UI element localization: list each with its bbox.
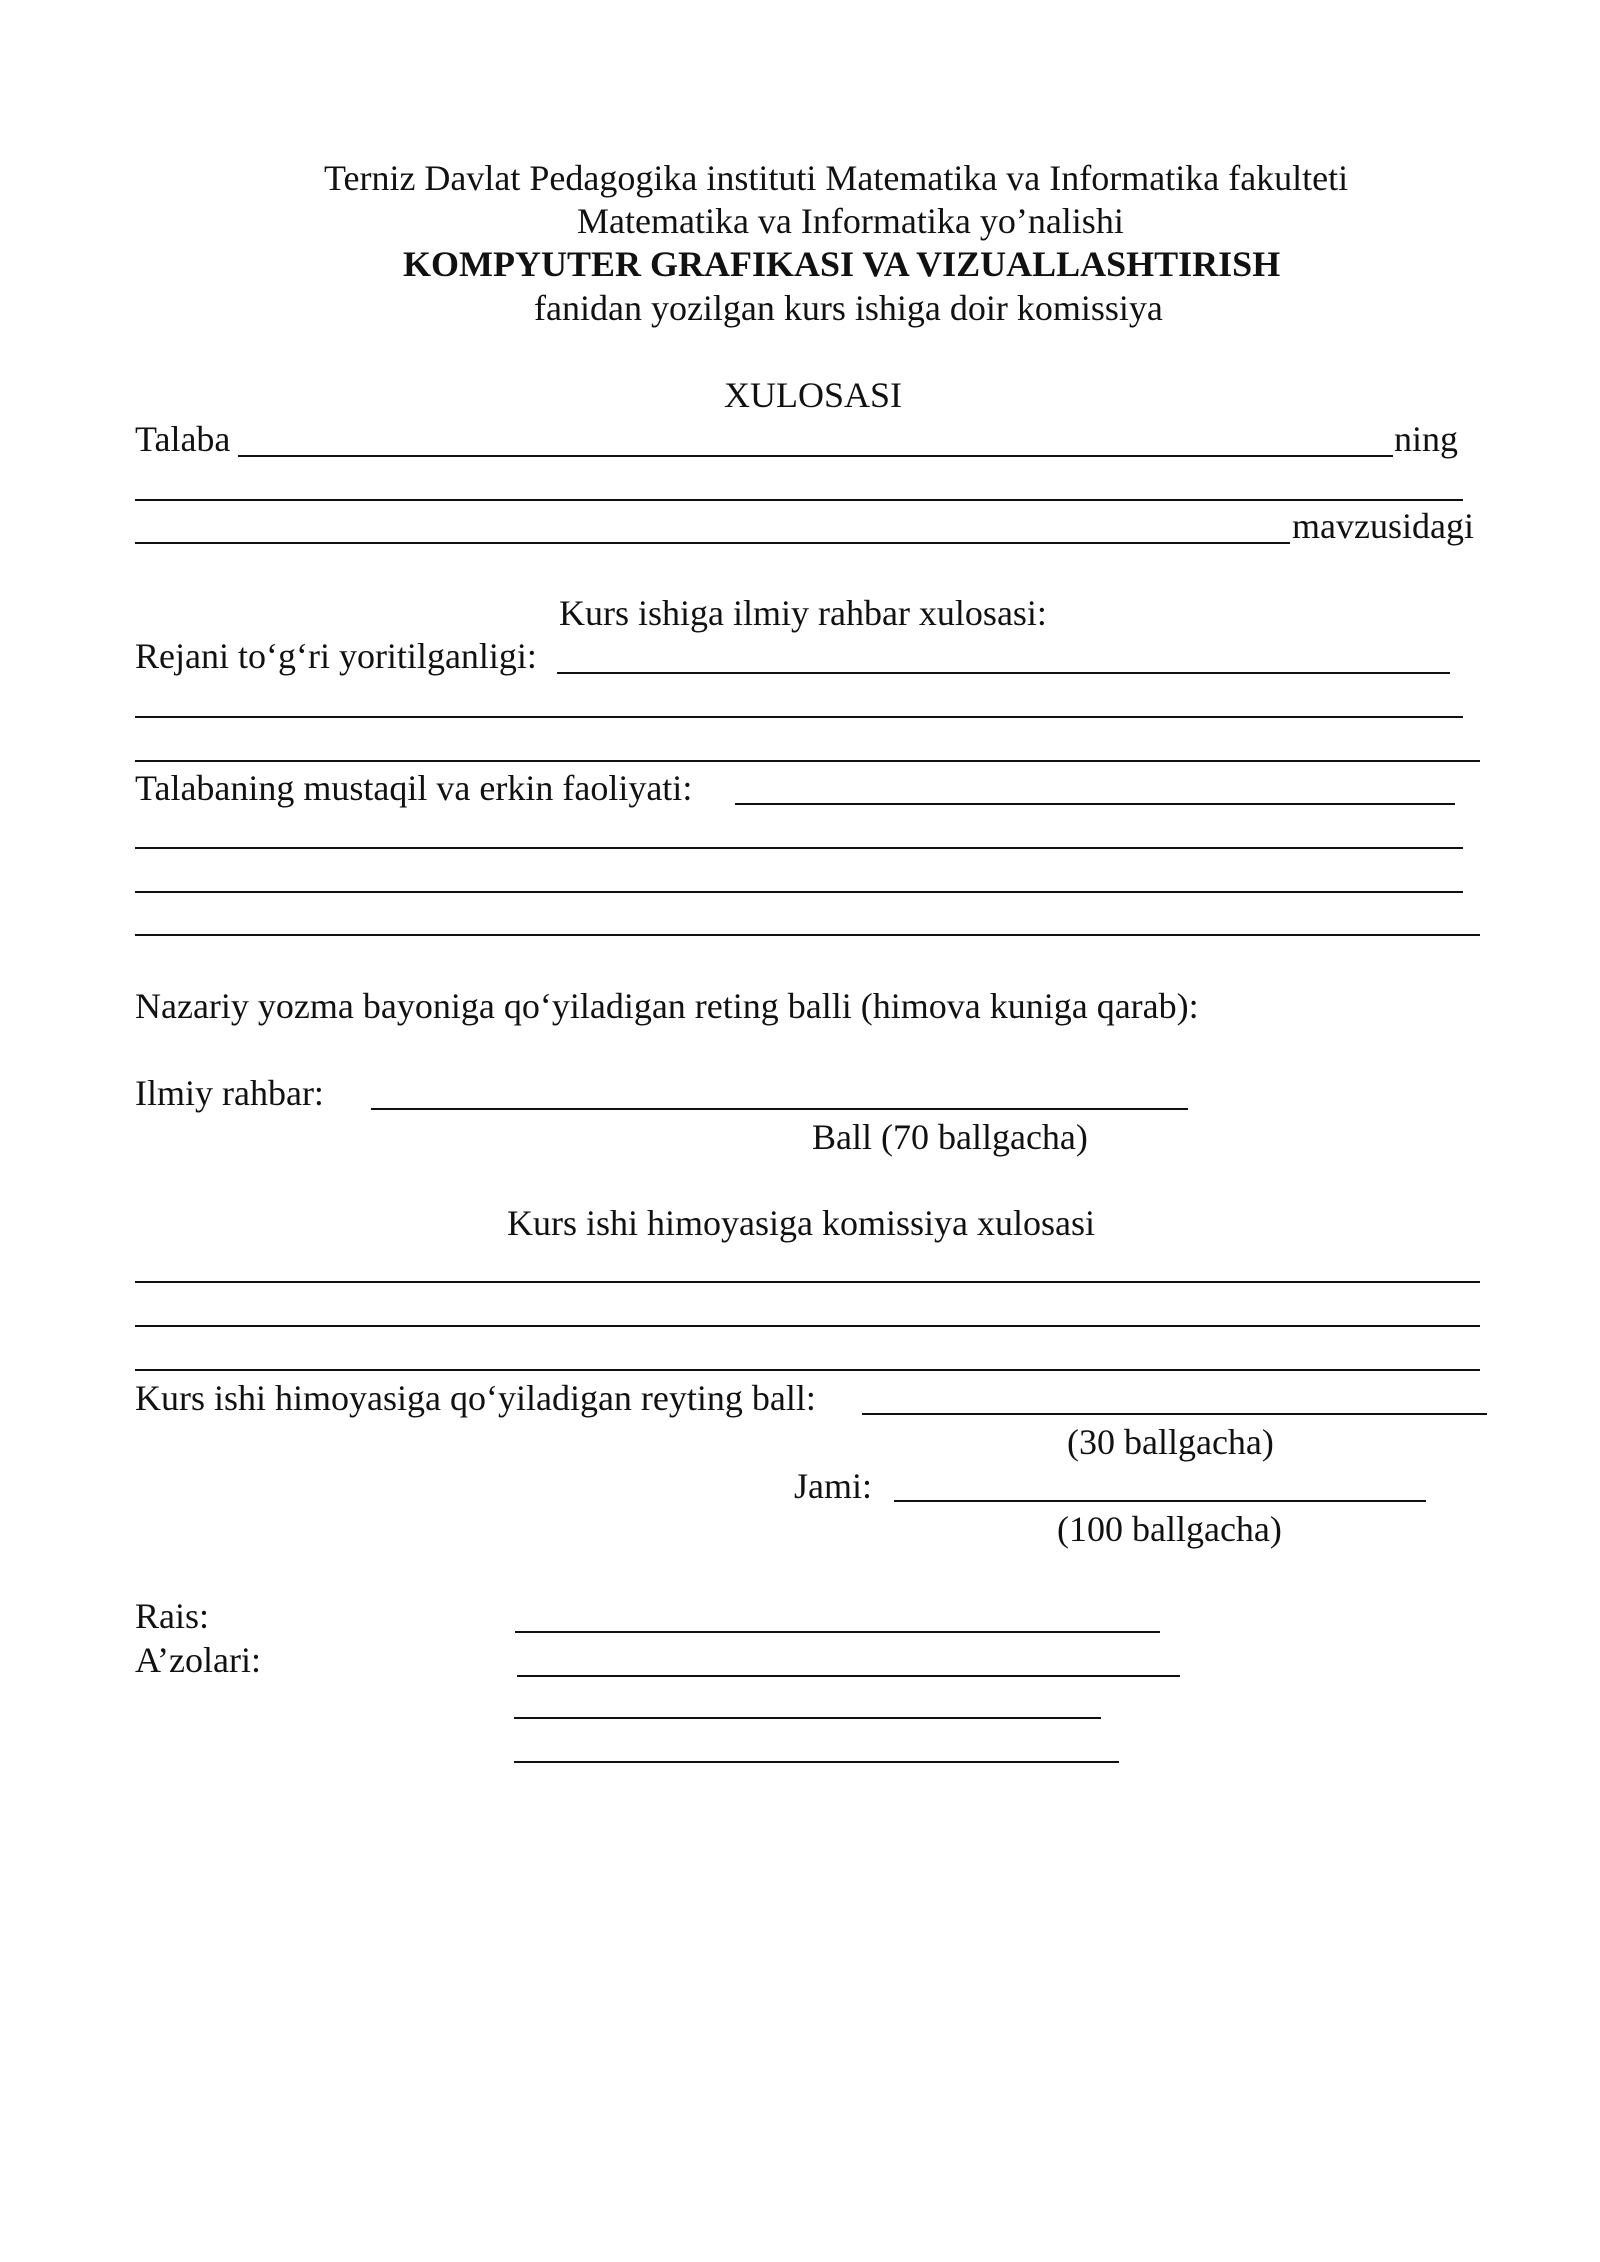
activity-line-2 bbox=[135, 847, 1463, 849]
student-name-line bbox=[238, 455, 1393, 457]
defense-label: Kurs ishi himoyasiga qo‘yiladigan reyting ball: bbox=[135, 1378, 816, 1418]
student-label: Talaba bbox=[135, 419, 231, 459]
topic-line-2 bbox=[135, 542, 1290, 544]
subject-title: KOMPYUTER GRAFIKASI VA VIZUALLASHTIRISH bbox=[403, 244, 1281, 284]
plan-label: Rejani to‘g‘ri yoritilganligi: bbox=[135, 636, 537, 676]
subtitle-line: fanidan yozilgan kurs ishiga doir komissiya bbox=[534, 288, 1163, 328]
commission-line-1 bbox=[135, 1281, 1480, 1283]
rating-text: Nazariy yozma bayoniga qo‘yiladigan reting balli (himova kuniga qarab): bbox=[135, 986, 1199, 1026]
institution-line: Terniz Davlat Pedagogika instituti Matematika va Informatika fakulteti bbox=[324, 158, 1349, 198]
activity-line-1 bbox=[735, 803, 1455, 805]
direction-line: Matematika va Informatika yo’nalishi bbox=[577, 201, 1124, 241]
topic-line-1 bbox=[135, 499, 1463, 501]
defense-line bbox=[862, 1413, 1487, 1415]
plan-line-1 bbox=[557, 672, 1450, 674]
member-signature-line-3 bbox=[514, 1761, 1119, 1763]
activity-line-3 bbox=[135, 891, 1463, 893]
plan-line-2 bbox=[135, 716, 1463, 718]
commission-line-3 bbox=[135, 1369, 1480, 1371]
member-signature-line-2 bbox=[514, 1717, 1101, 1719]
supervisor-signature-line bbox=[371, 1108, 1188, 1110]
commission-line-2 bbox=[135, 1325, 1480, 1327]
supervisor-label: Ilmiy rahbar: bbox=[135, 1073, 324, 1113]
plan-line-3 bbox=[135, 760, 1480, 762]
ball-note: Ball (70 ballgacha) bbox=[812, 1117, 1088, 1157]
document-title: XULOSASI bbox=[724, 375, 903, 415]
chair-signature-line bbox=[515, 1631, 1160, 1633]
supervisor-heading: Kurs ishiga ilmiy rahbar xulosasi: bbox=[559, 593, 1047, 633]
chair-label: Rais: bbox=[135, 1596, 210, 1636]
total-line bbox=[894, 1500, 1426, 1502]
total-label: Jami: bbox=[794, 1466, 872, 1506]
members-label: A’zolari: bbox=[135, 1640, 261, 1680]
member-signature-line-1 bbox=[517, 1675, 1180, 1677]
student-suffix: ning bbox=[1394, 419, 1459, 459]
commission-heading: Kurs ishi himoyasiga komissiya xulosasi bbox=[507, 1203, 1095, 1243]
activity-line-4 bbox=[135, 934, 1480, 936]
total-note: (100 ballgacha) bbox=[1057, 1509, 1282, 1549]
activity-label: Talabaning mustaqil va erkin faoliyati: bbox=[135, 768, 693, 808]
defense-note: (30 ballgacha) bbox=[1067, 1422, 1274, 1462]
topic-suffix: mavzusidagi bbox=[1292, 506, 1474, 546]
